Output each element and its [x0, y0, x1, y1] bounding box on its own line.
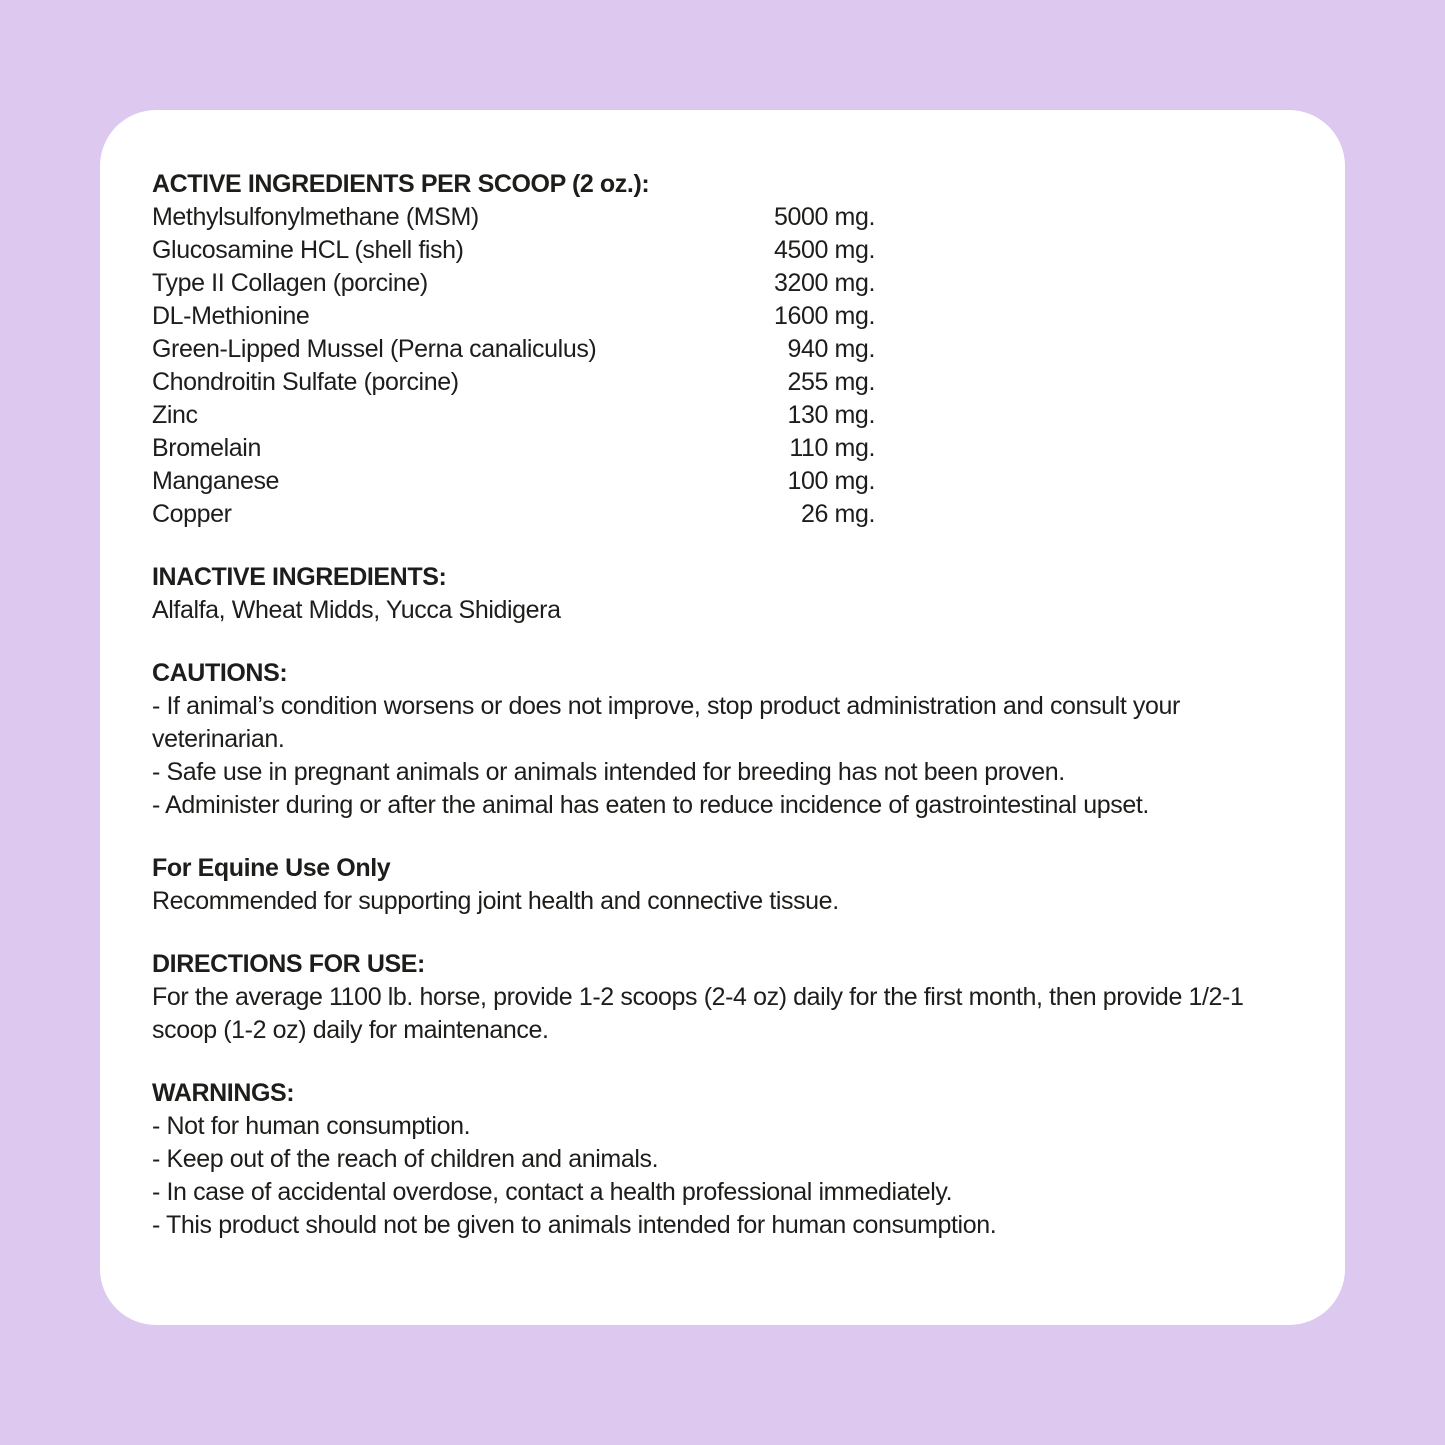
ingredient-row [152, 366, 875, 399]
ingredient-amount: 940 mg. [787, 335, 875, 363]
inactive-ingredients-heading: INACTIVE INGREDIENTS: [152, 563, 447, 591]
ingredient-amount: 4500 mg. [773, 236, 875, 264]
ingredient-amount: 1600 mg. [773, 302, 875, 330]
warning-item: - This product should not be given to animals intended for human consumption. [152, 1211, 997, 1239]
ingredient-amount: 110 mg. [789, 434, 875, 462]
ingredient-row [152, 201, 875, 234]
ingredient-row [152, 399, 875, 432]
ingredient-amount: 130 mg. [787, 401, 875, 429]
cautions-heading: CAUTIONS: [152, 659, 288, 687]
ingredient-amount: 26 mg. [800, 500, 875, 528]
ingredient-name: Bromelain [152, 434, 261, 462]
ingredient-name: DL-Methionine [152, 302, 310, 330]
ingredient-name: Chondroitin Sulfate (porcine) [152, 368, 459, 396]
ingredient-name: Manganese [152, 467, 280, 495]
ingredient-row [152, 234, 875, 267]
caution-item: - Safe use in pregnant animals or animals intended for breeding has not been proven. [152, 758, 1065, 786]
ingredient-row [152, 465, 875, 498]
ingredient-name: Methylsulfonylmethane (MSM) [152, 203, 479, 231]
directions-heading: DIRECTIONS FOR USE: [152, 950, 425, 978]
ingredient-name: Copper [152, 500, 232, 528]
ingredient-row [152, 432, 875, 465]
ingredient-name: Zinc [152, 401, 198, 429]
ingredient-amount: 255 mg. [787, 368, 875, 396]
caution-item: - If animal’s condition worsens or does not improve, stop product administration and consult your veterinarian. [152, 692, 1180, 753]
ingredient-amount: 5000 mg. [773, 203, 875, 231]
active-ingredients-heading: ACTIVE INGREDIENTS PER SCOOP (2 oz.): [152, 170, 650, 198]
warning-item: - Keep out of the reach of children and animals. [152, 1145, 659, 1173]
inactive-ingredients-body: Alfalfa, Wheat Midds, Yucca Shidigera [152, 596, 561, 624]
warning-item: - In case of accidental overdose, contact a health professional immediately. [152, 1178, 953, 1206]
ingredient-name: Glucosamine HCL (shell fish) [152, 236, 464, 264]
directions-body: For the average 1100 lb. horse, provide 1-2 scoops (2-4 oz) daily for the first month, then provide 1/2-1 scoop (1-2 oz) daily for maintenance. [152, 983, 1244, 1044]
active-ingredients-table [152, 201, 875, 531]
ingredient-amount: 100 mg. [787, 467, 875, 495]
warning-item: - Not for human consumption. [152, 1112, 471, 1140]
equine-use-heading: For Equine Use Only [152, 854, 391, 882]
ingredient-row [152, 300, 875, 333]
ingredient-row [152, 333, 875, 366]
caution-item: - Administer during or after the animal has eaten to reduce incidence of gastrointestinal upset. [152, 791, 1149, 819]
equine-use-body: Recommended for supporting joint health and connective tissue. [152, 887, 839, 915]
ingredient-name: Type II Collagen (porcine) [152, 269, 428, 297]
supplement-label-card [100, 110, 1345, 1325]
ingredient-name: Green-Lipped Mussel (Perna canaliculus) [152, 335, 597, 363]
ingredient-amount: 3200 mg. [773, 269, 875, 297]
warnings-heading: WARNINGS: [152, 1079, 295, 1107]
ingredient-row [152, 267, 875, 300]
ingredient-row [152, 498, 875, 531]
